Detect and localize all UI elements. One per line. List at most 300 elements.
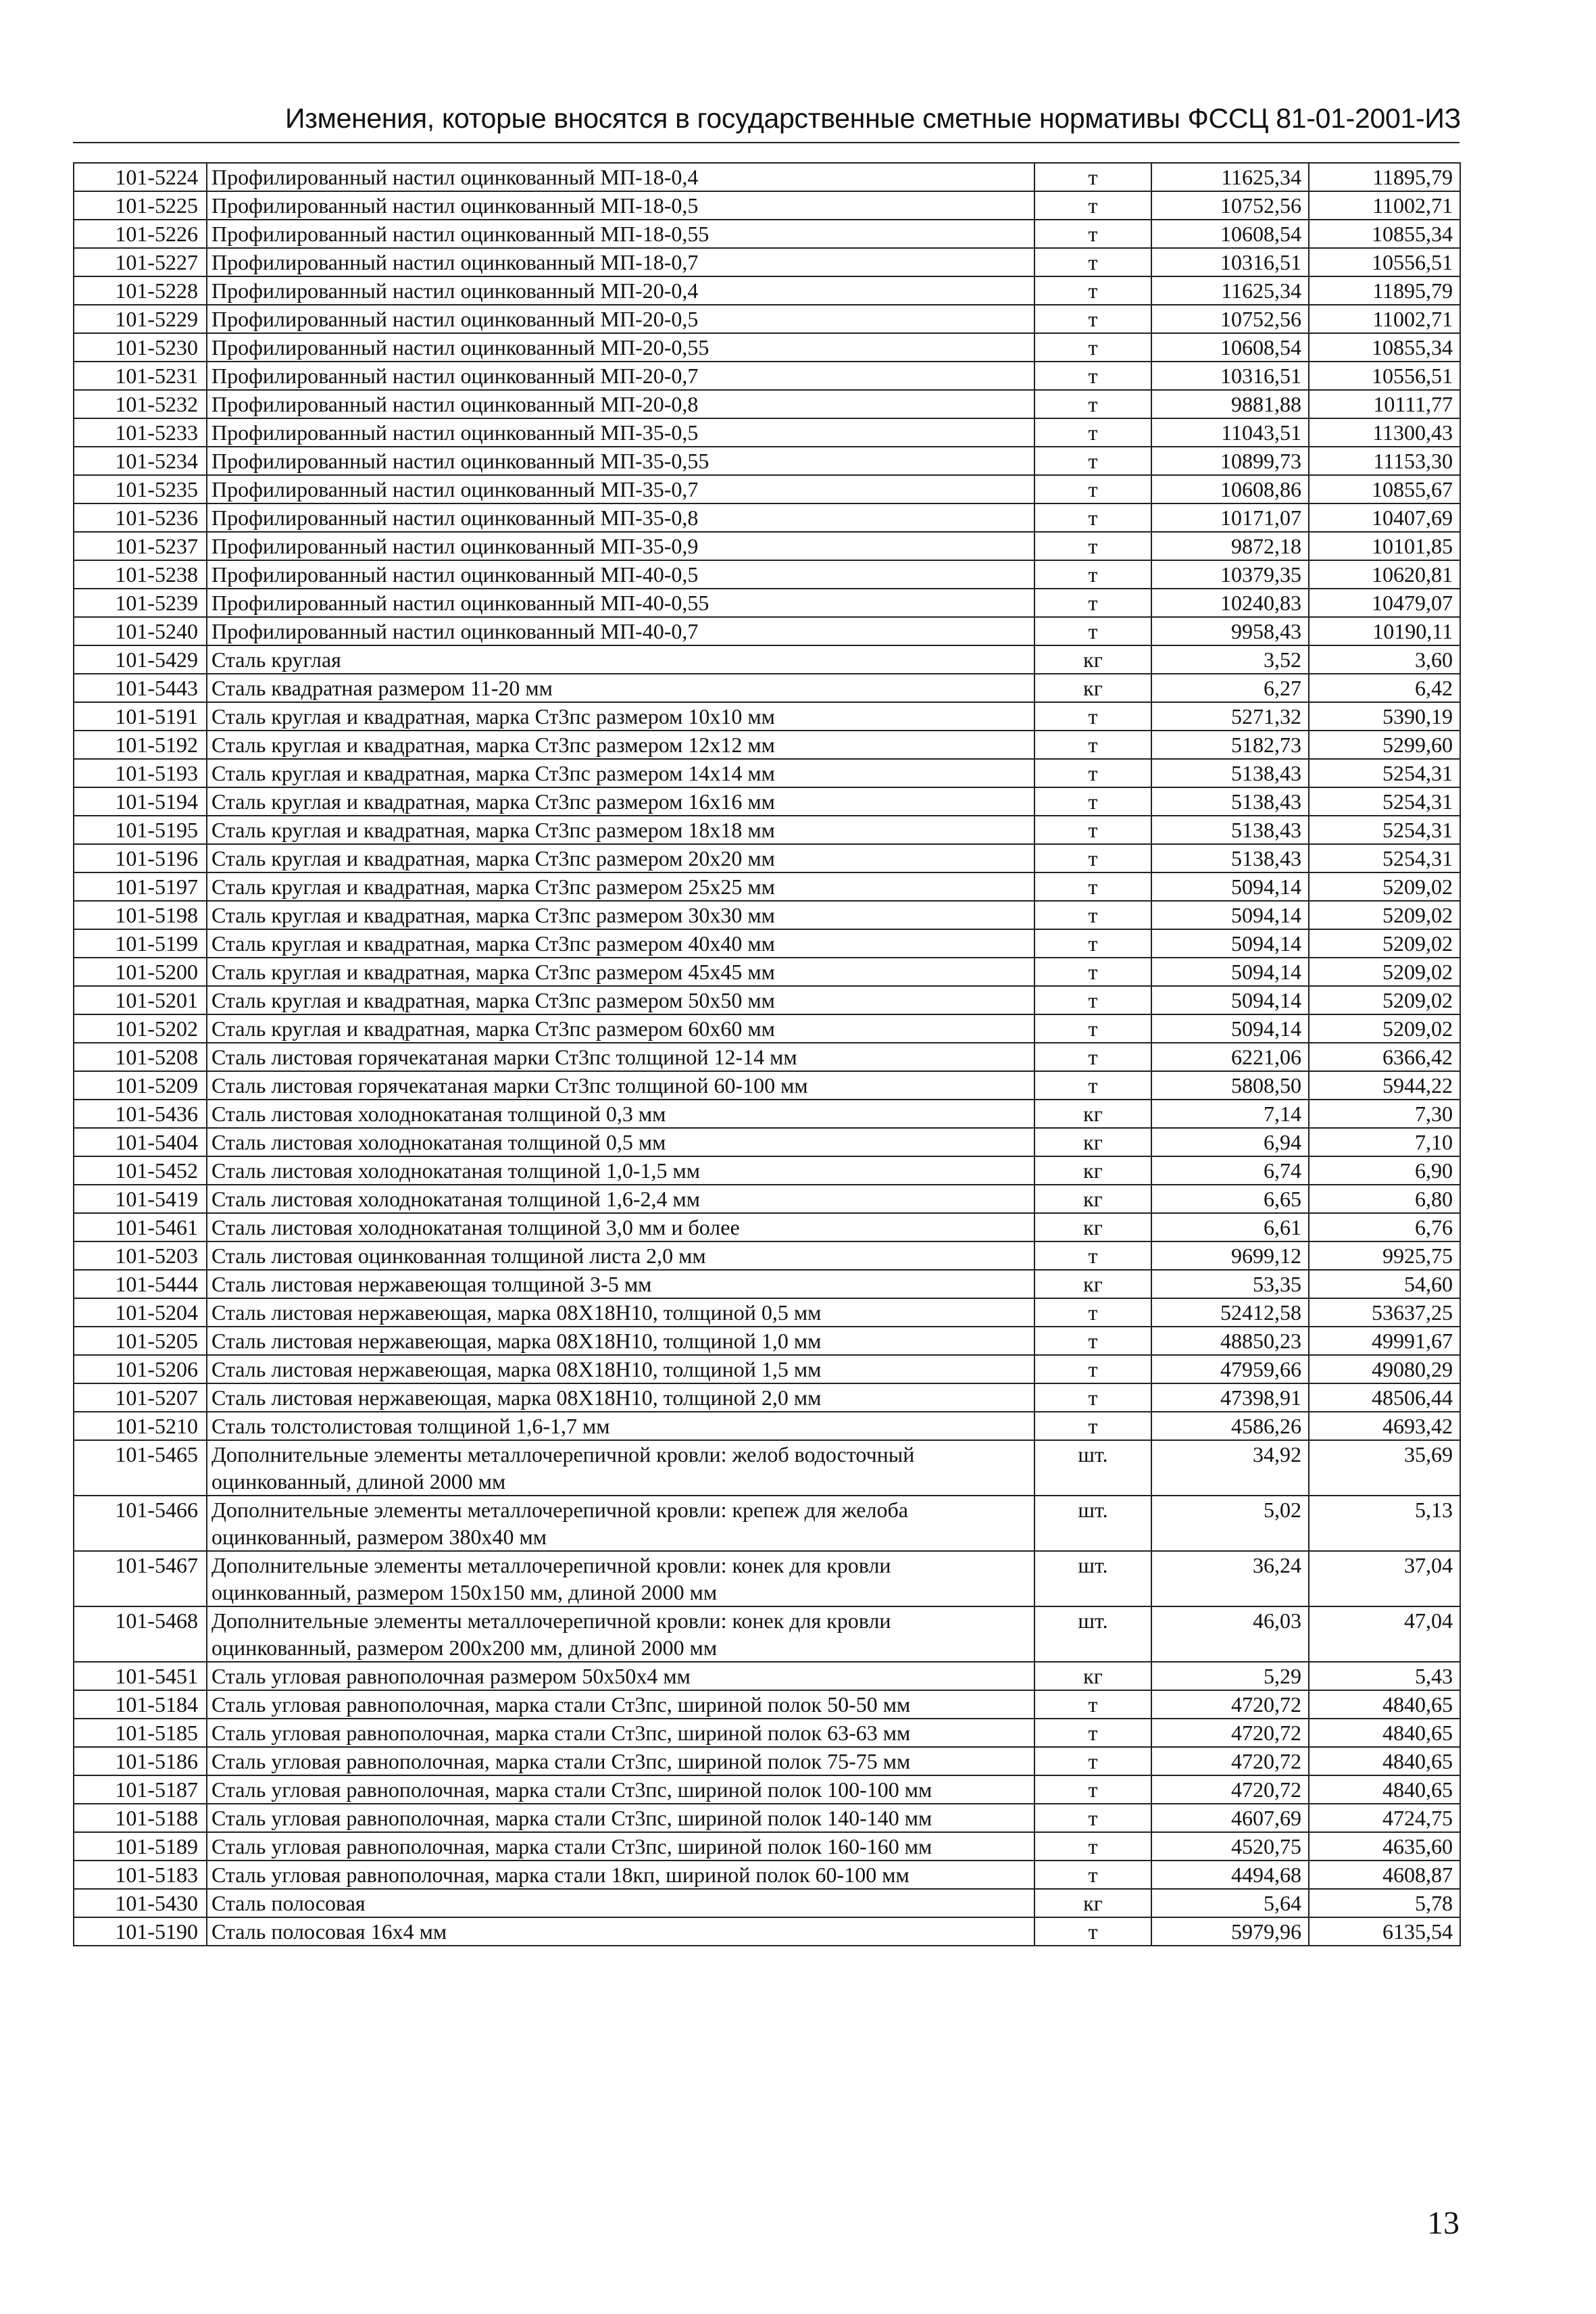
price-value-2: 11002,71 [1309,191,1460,220]
price-value-1: 4607,69 [1151,1804,1309,1832]
resource-name: Профилированный настил оцинкованный МП-40-0,7 [207,617,1034,645]
unit-of-measure: т [1034,958,1151,986]
resource-name: Профилированный настил оцинкованный МП-35-0,5 [207,418,1034,447]
resource-code: 101-5233 [74,418,207,447]
resource-code: 101-5229 [74,305,207,333]
price-value-1: 5,64 [1151,1889,1309,1917]
unit-of-measure: т [1034,163,1151,191]
table-row [74,617,1460,645]
price-value-1: 11625,34 [1151,276,1309,305]
resource-name: Сталь листовая нержавеющая, марка 08Х18Н10, толщиной 0,5 мм [207,1298,1034,1327]
resource-code: 101-5187 [74,1775,207,1804]
resource-code: 101-5237 [74,532,207,560]
price-value-1: 5138,43 [1151,844,1309,872]
price-value-2: 6,80 [1309,1185,1460,1213]
price-value-1: 10608,86 [1151,475,1309,503]
resource-name: Сталь круглая и квадратная, марка Ст3пс размером 40х40 мм [207,929,1034,958]
resource-code: 101-5404 [74,1128,207,1156]
table-row [74,503,1460,532]
price-value-1: 9881,88 [1151,390,1309,418]
resource-code: 101-5184 [74,1690,207,1719]
unit-of-measure: т [1034,816,1151,844]
unit-of-measure: т [1034,305,1151,333]
price-value-2: 6,42 [1309,674,1460,702]
resource-name: Профилированный настил оцинкованный МП-18-0,5 [207,191,1034,220]
price-value-2: 11300,43 [1309,418,1460,447]
price-value-2: 5254,31 [1309,759,1460,787]
price-value-1: 4586,26 [1151,1412,1309,1440]
resource-code: 101-5468 [74,1606,207,1662]
unit-of-measure: т [1034,872,1151,901]
table-row [74,475,1460,503]
unit-of-measure: т [1034,362,1151,390]
header-divider [73,142,1460,143]
resource-name: Сталь круглая и квадратная, марка Ст3пс размером 16х16 мм [207,787,1034,816]
table-row [74,1690,1460,1719]
resource-name: Дополнительные элементы металлочерепичной кровли: конек для кровли оцинкованный, размером 150х150 мм, длиной 2000 мм [207,1551,1034,1606]
price-value-2: 5,78 [1309,1889,1460,1917]
price-value-2: 4635,60 [1309,1832,1460,1861]
resource-name: Сталь листовая нержавеющая, марка 08Х18Н10, толщиной 2,0 мм [207,1383,1034,1412]
unit-of-measure: кг [1034,1213,1151,1241]
unit-of-measure: т [1034,986,1151,1014]
table-row [74,305,1460,333]
resource-name: Сталь круглая и квадратная, марка Ст3пс размером 45х45 мм [207,958,1034,986]
unit-of-measure: т [1034,1832,1151,1861]
resource-name: Сталь круглая [207,645,1034,674]
price-value-1: 34,92 [1151,1440,1309,1496]
price-value-1: 5094,14 [1151,901,1309,929]
unit-of-measure: шт. [1034,1440,1151,1496]
table-row [74,1043,1460,1071]
price-value-1: 47398,91 [1151,1383,1309,1412]
table-row [74,1327,1460,1355]
resource-name: Сталь листовая нержавеющая, марка 08Х18Н10, толщиной 1,0 мм [207,1327,1034,1355]
resource-code: 101-5186 [74,1747,207,1775]
price-value-2: 5209,02 [1309,872,1460,901]
unit-of-measure: т [1034,702,1151,731]
unit-of-measure: т [1034,1241,1151,1270]
resource-code: 101-5238 [74,560,207,589]
price-value-1: 5808,50 [1151,1071,1309,1100]
price-value-1: 36,24 [1151,1551,1309,1606]
resource-code: 101-5185 [74,1719,207,1747]
resource-code: 101-5191 [74,702,207,731]
price-value-2: 5,13 [1309,1496,1460,1551]
price-value-2: 3,60 [1309,645,1460,674]
resource-code: 101-5194 [74,787,207,816]
unit-of-measure: т [1034,1861,1151,1889]
resource-code: 101-5204 [74,1298,207,1327]
unit-of-measure: т [1034,617,1151,645]
resource-code: 101-5236 [74,503,207,532]
price-value-1: 7,14 [1151,1100,1309,1128]
resource-code: 101-5240 [74,617,207,645]
table-row [74,1213,1460,1241]
price-value-1: 6,65 [1151,1185,1309,1213]
table-row [74,844,1460,872]
price-value-1: 10608,54 [1151,220,1309,248]
price-value-2: 10556,51 [1309,362,1460,390]
table-row [74,1185,1460,1213]
table-row [74,1496,1460,1551]
price-value-2: 47,04 [1309,1606,1460,1662]
unit-of-measure: т [1034,1747,1151,1775]
price-value-2: 49080,29 [1309,1355,1460,1383]
resource-name: Сталь угловая равнополочная размером 50х50х4 мм [207,1662,1034,1690]
resource-name: Дополнительные элементы металлочерепичной кровли: конек для кровли оцинкованный, размером 200х200 мм, длиной 2000 мм [207,1606,1034,1662]
resource-name: Профилированный настил оцинкованный МП-35-0,9 [207,532,1034,560]
price-table-body [74,163,1460,1946]
price-value-1: 47959,66 [1151,1355,1309,1383]
resource-name: Сталь круглая и квадратная, марка Ст3пс размером 60х60 мм [207,1014,1034,1043]
resource-code: 101-5228 [74,276,207,305]
unit-of-measure: т [1034,276,1151,305]
table-row [74,1719,1460,1747]
table-row [74,787,1460,816]
price-value-1: 6221,06 [1151,1043,1309,1071]
resource-code: 101-5210 [74,1412,207,1440]
resource-name: Профилированный настил оцинкованный МП-18-0,55 [207,220,1034,248]
price-value-2: 54,60 [1309,1270,1460,1298]
resource-name: Сталь угловая равнополочная, марка стали Ст3пс, шириной полок 160-160 мм [207,1832,1034,1861]
resource-code: 101-5234 [74,447,207,475]
table-row [74,645,1460,674]
unit-of-measure: т [1034,503,1151,532]
price-value-2: 53637,25 [1309,1298,1460,1327]
table-row [74,1071,1460,1100]
unit-of-measure: т [1034,390,1151,418]
table-row [74,1412,1460,1440]
table-row [74,872,1460,901]
unit-of-measure: т [1034,1917,1151,1946]
unit-of-measure: т [1034,1719,1151,1747]
unit-of-measure: т [1034,787,1151,816]
resource-name: Сталь полосовая [207,1889,1034,1917]
price-value-2: 9925,75 [1309,1241,1460,1270]
resource-code: 101-5443 [74,674,207,702]
price-value-1: 53,35 [1151,1270,1309,1298]
resource-name: Профилированный настил оцинкованный МП-20-0,4 [207,276,1034,305]
resource-code: 101-5192 [74,731,207,759]
price-value-2: 4840,65 [1309,1690,1460,1719]
table-row [74,1156,1460,1185]
resource-name: Профилированный настил оцинкованный МП-35-0,8 [207,503,1034,532]
table-row [74,418,1460,447]
table-row [74,1355,1460,1383]
table-row [74,1606,1460,1662]
unit-of-measure: т [1034,759,1151,787]
resource-name: Сталь листовая холоднокатаная толщиной 1,6-2,4 мм [207,1185,1034,1213]
table-row [74,1298,1460,1327]
resource-code: 101-5197 [74,872,207,901]
price-value-1: 5138,43 [1151,787,1309,816]
resource-name: Сталь листовая холоднокатаная толщиной 3,0 мм и более [207,1213,1034,1241]
table-row [74,248,1460,276]
price-value-2: 11153,30 [1309,447,1460,475]
price-value-1: 10379,35 [1151,560,1309,589]
price-value-2: 5944,22 [1309,1071,1460,1100]
price-value-1: 3,52 [1151,645,1309,674]
resource-code: 101-5235 [74,475,207,503]
price-value-2: 5254,31 [1309,816,1460,844]
unit-of-measure: кг [1034,1100,1151,1128]
resource-name: Сталь листовая горячекатаная марки Ст3пс толщиной 60-100 мм [207,1071,1034,1100]
resource-name: Сталь круглая и квадратная, марка Ст3пс размером 12х12 мм [207,731,1034,759]
price-value-2: 4840,65 [1309,1747,1460,1775]
resource-name: Профилированный настил оцинкованный МП-20-0,55 [207,333,1034,362]
unit-of-measure: т [1034,731,1151,759]
resource-name: Сталь листовая горячекатаная марки Ст3пс толщиной 12-14 мм [207,1043,1034,1071]
table-row [74,362,1460,390]
resource-name: Сталь квадратная размером 11-20 мм [207,674,1034,702]
resource-code: 101-5232 [74,390,207,418]
price-value-2: 10620,81 [1309,560,1460,589]
table-row [74,1100,1460,1128]
resource-name: Профилированный настил оцинкованный МП-18-0,7 [207,248,1034,276]
resource-code: 101-5183 [74,1861,207,1889]
table-row [74,1014,1460,1043]
price-value-2: 35,69 [1309,1440,1460,1496]
price-value-1: 6,94 [1151,1128,1309,1156]
table-row [74,1383,1460,1412]
price-value-1: 5,29 [1151,1662,1309,1690]
price-value-1: 9699,12 [1151,1241,1309,1270]
price-value-2: 10855,34 [1309,333,1460,362]
resource-code: 101-5239 [74,589,207,617]
price-value-1: 6,27 [1151,674,1309,702]
price-value-2: 7,10 [1309,1128,1460,1156]
unit-of-measure: т [1034,1412,1151,1440]
resource-name: Сталь угловая равнополочная, марка стали Ст3пс, шириной полок 140-140 мм [207,1804,1034,1832]
price-value-2: 5209,02 [1309,986,1460,1014]
price-value-2: 4840,65 [1309,1775,1460,1804]
resource-name: Сталь листовая холоднокатаная толщиной 0,5 мм [207,1128,1034,1156]
table-row [74,1440,1460,1496]
unit-of-measure: т [1034,1383,1151,1412]
resource-name: Сталь круглая и квадратная, марка Ст3пс размером 14х14 мм [207,759,1034,787]
table-row [74,901,1460,929]
table-row [74,1270,1460,1298]
resource-code: 101-5226 [74,220,207,248]
price-value-1: 5094,14 [1151,986,1309,1014]
resource-code: 101-5198 [74,901,207,929]
table-row [74,1241,1460,1270]
price-value-2: 5209,02 [1309,958,1460,986]
table-row [74,333,1460,362]
table-row [74,1917,1460,1946]
resource-code: 101-5419 [74,1185,207,1213]
table-row [74,589,1460,617]
resource-code: 101-5224 [74,163,207,191]
price-value-1: 5094,14 [1151,1014,1309,1043]
price-value-1: 9872,18 [1151,532,1309,560]
resource-code: 101-5451 [74,1662,207,1690]
unit-of-measure: т [1034,1355,1151,1383]
resource-name: Сталь угловая равнополочная, марка стали Ст3пс, шириной полок 50-50 мм [207,1690,1034,1719]
unit-of-measure: т [1034,844,1151,872]
unit-of-measure: т [1034,532,1151,560]
price-value-2: 6135,54 [1309,1917,1460,1946]
price-value-1: 10316,51 [1151,248,1309,276]
resource-name: Сталь толстолистовая толщиной 1,6-1,7 мм [207,1412,1034,1440]
resource-name: Профилированный настил оцинкованный МП-20-0,8 [207,390,1034,418]
price-value-2: 11895,79 [1309,163,1460,191]
unit-of-measure: т [1034,589,1151,617]
resource-code: 101-5231 [74,362,207,390]
unit-of-measure: кг [1034,1662,1151,1690]
unit-of-measure: т [1034,333,1151,362]
resource-name: Сталь угловая равнополочная, марка стали Ст3пс, шириной полок 75-75 мм [207,1747,1034,1775]
resource-name: Сталь угловая равнополочная, марка стали 18кп, шириной полок 60-100 мм [207,1861,1034,1889]
price-value-1: 10240,83 [1151,589,1309,617]
price-value-2: 49991,67 [1309,1327,1460,1355]
resource-code: 101-5225 [74,191,207,220]
resource-name: Сталь полосовая 16х4 мм [207,1917,1034,1946]
price-value-2: 5254,31 [1309,787,1460,816]
resource-code: 101-5200 [74,958,207,986]
resource-name: Профилированный настил оцинкованный МП-40-0,55 [207,589,1034,617]
unit-of-measure: кг [1034,1889,1151,1917]
price-value-1: 5,02 [1151,1496,1309,1551]
resource-code: 101-5430 [74,1889,207,1917]
price-value-2: 5390,19 [1309,702,1460,731]
price-value-1: 5979,96 [1151,1917,1309,1946]
price-value-1: 5271,32 [1151,702,1309,731]
resource-code: 101-5436 [74,1100,207,1128]
table-row [74,560,1460,589]
unit-of-measure: кг [1034,1270,1151,1298]
price-value-2: 4840,65 [1309,1719,1460,1747]
price-value-2: 5299,60 [1309,731,1460,759]
resource-code: 101-5196 [74,844,207,872]
unit-of-measure: т [1034,929,1151,958]
table-row [74,191,1460,220]
table-row [74,1861,1460,1889]
unit-of-measure: т [1034,1043,1151,1071]
price-value-2: 6366,42 [1309,1043,1460,1071]
unit-of-measure: т [1034,1071,1151,1100]
table-row [74,220,1460,248]
price-value-2: 5,43 [1309,1662,1460,1690]
resource-name: Профилированный настил оцинкованный МП-20-0,5 [207,305,1034,333]
resource-code: 101-5199 [74,929,207,958]
price-value-2: 10111,77 [1309,390,1460,418]
table-row [74,390,1460,418]
table-row [74,759,1460,787]
price-value-1: 5138,43 [1151,816,1309,844]
unit-of-measure: т [1034,418,1151,447]
resource-code: 101-5195 [74,816,207,844]
price-value-2: 11895,79 [1309,276,1460,305]
resource-name: Дополнительные элементы металлочерепичной кровли: крепеж для желоба оцинкованный, размером 380х40 мм [207,1496,1034,1551]
price-value-2: 5209,02 [1309,901,1460,929]
resource-name: Сталь круглая и квадратная, марка Ст3пс размером 50х50 мм [207,986,1034,1014]
unit-of-measure: кг [1034,674,1151,702]
resource-code: 101-5461 [74,1213,207,1241]
price-value-2: 4724,75 [1309,1804,1460,1832]
table-row [74,731,1460,759]
price-value-1: 4494,68 [1151,1861,1309,1889]
resource-code: 101-5193 [74,759,207,787]
resource-code: 101-5465 [74,1440,207,1496]
price-value-1: 46,03 [1151,1606,1309,1662]
table-row [74,1551,1460,1606]
price-value-1: 6,74 [1151,1156,1309,1185]
table-row [74,1775,1460,1804]
resource-name: Сталь круглая и квадратная, марка Ст3пс размером 10х10 мм [207,702,1034,731]
price-value-2: 10479,07 [1309,589,1460,617]
resource-code: 101-5452 [74,1156,207,1185]
price-value-1: 5094,14 [1151,872,1309,901]
resource-name: Профилированный настил оцинкованный МП-18-0,4 [207,163,1034,191]
resource-code: 101-5208 [74,1043,207,1071]
price-value-2: 11002,71 [1309,305,1460,333]
table-row [74,163,1460,191]
price-value-1: 4720,72 [1151,1775,1309,1804]
price-value-1: 5094,14 [1151,958,1309,986]
price-value-1: 10899,73 [1151,447,1309,475]
resource-code: 101-5202 [74,1014,207,1043]
unit-of-measure: т [1034,901,1151,929]
unit-of-measure: кг [1034,1185,1151,1213]
table-row [74,1128,1460,1156]
unit-of-measure: т [1034,560,1151,589]
unit-of-measure: шт. [1034,1551,1151,1606]
unit-of-measure: т [1034,191,1151,220]
price-value-2: 5254,31 [1309,844,1460,872]
resource-code: 101-5209 [74,1071,207,1100]
price-value-2: 48506,44 [1309,1383,1460,1412]
table-row [74,702,1460,731]
page-header: Изменения, которые вносятся в государственные сметные нормативы ФССЦ 81-01-2001-ИЗ [285,103,1461,134]
table-row [74,532,1460,560]
resource-code: 101-5201 [74,986,207,1014]
unit-of-measure: т [1034,1298,1151,1327]
unit-of-measure: шт. [1034,1496,1151,1551]
price-value-1: 4720,72 [1151,1719,1309,1747]
table-row [74,1662,1460,1690]
resource-code: 101-5466 [74,1496,207,1551]
price-value-2: 6,76 [1309,1213,1460,1241]
resource-name: Профилированный настил оцинкованный МП-35-0,7 [207,475,1034,503]
price-value-2: 10855,67 [1309,475,1460,503]
price-value-2: 10101,85 [1309,532,1460,560]
price-value-1: 5094,14 [1151,929,1309,958]
table-row [74,1747,1460,1775]
unit-of-measure: т [1034,1690,1151,1719]
price-value-2: 37,04 [1309,1551,1460,1606]
unit-of-measure: т [1034,1014,1151,1043]
resource-name: Сталь листовая нержавеющая толщиной 3-5 мм [207,1270,1034,1298]
price-value-1: 6,61 [1151,1213,1309,1241]
price-value-2: 6,90 [1309,1156,1460,1185]
unit-of-measure: т [1034,475,1151,503]
table-row [74,447,1460,475]
resource-code: 101-5189 [74,1832,207,1861]
resource-name: Сталь листовая холоднокатаная толщиной 1,0-1,5 мм [207,1156,1034,1185]
price-value-1: 11043,51 [1151,418,1309,447]
price-value-2: 10407,69 [1309,503,1460,532]
resource-name: Сталь круглая и квадратная, марка Ст3пс размером 30х30 мм [207,901,1034,929]
unit-of-measure: т [1034,248,1151,276]
price-value-1: 5182,73 [1151,731,1309,759]
resource-code: 101-5206 [74,1355,207,1383]
price-value-1: 48850,23 [1151,1327,1309,1355]
resource-code: 101-5190 [74,1917,207,1946]
resource-code: 101-5203 [74,1241,207,1270]
price-value-2: 10190,11 [1309,617,1460,645]
